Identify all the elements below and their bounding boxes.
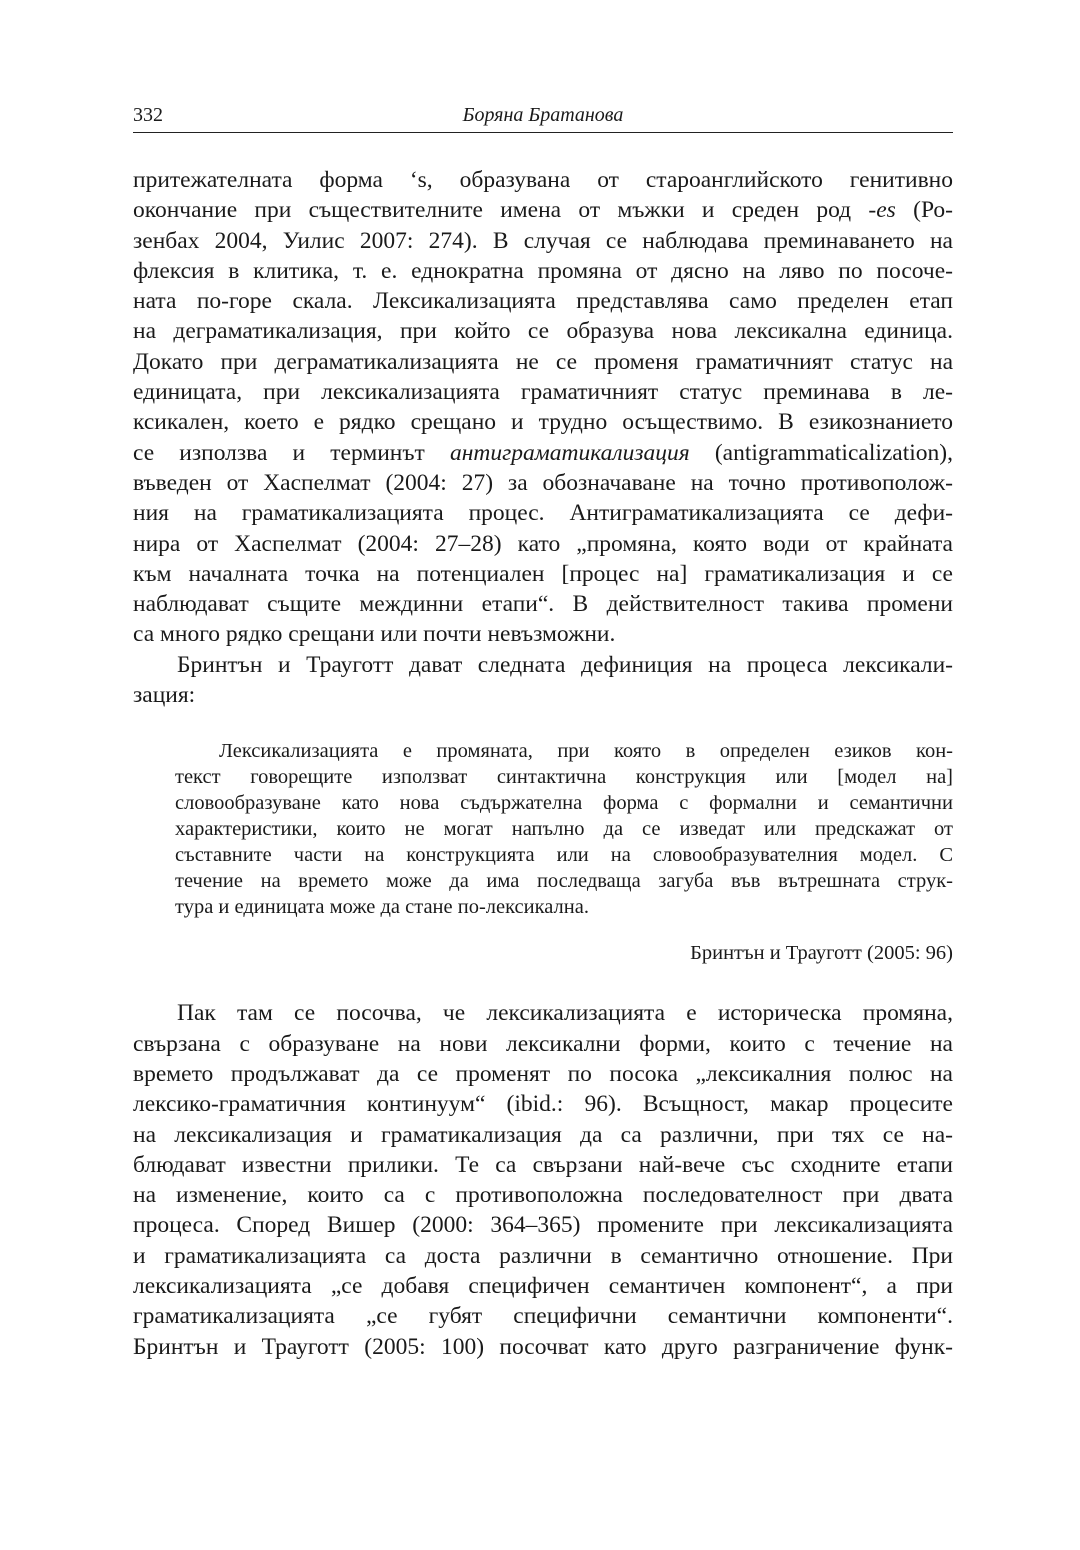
text-line: притежателната форма ‘s, образувана от староанглийското генитивно	[133, 167, 953, 193]
text-line: единицата, при лексикализацията граматичният статус преминава в ле-	[133, 379, 953, 406]
text-line: ната по-горе скала. Лексикализацията представлява само пределен етап	[133, 288, 953, 315]
quote-line: течение на времето може да има последваща загуба във вътрешната струк-	[175, 870, 953, 893]
italic-term: антиграматикализация	[449, 439, 690, 466]
running-header	[133, 102, 953, 133]
text-line: са много рядко срещани или почти невъзможни.	[133, 621, 616, 648]
text-line: зенбах 2004, Уилис 2007: 274). В случая се наблюдава преминаването на	[133, 227, 953, 254]
text-line: блюдават известни прилики. Те са свързани най-вече със сходните етапи	[133, 1151, 953, 1178]
text-line	[133, 438, 953, 468]
italic-term: -es	[868, 197, 896, 224]
text-line: нира от Хаспелмат (2004: 27–28) като „промяна, която води от крайната	[133, 530, 953, 557]
text-run: се използва и терминът	[133, 439, 425, 466]
paragraph-3	[133, 998, 953, 1362]
text-line: към началната точка на потенциален [процес на] граматикализация и се	[133, 560, 953, 587]
text-run: (Ро-	[913, 197, 953, 224]
spacer	[175, 920, 953, 940]
quote-line: тура и единицата може да стане по-лексикална.	[175, 896, 589, 919]
text-line: времето продължават да се променят по посока „лексикалния полюс на	[133, 1060, 953, 1087]
text-line: Бринтън и Трауготт (2005: 100) посочват като друго разграничение функ-	[133, 1333, 953, 1360]
spacer	[133, 966, 953, 998]
quote-line: характеристики, които не могат напълно да се изведат или предскажат от	[175, 818, 953, 841]
text-line: лексикализацията „се добавя специфичен семантичен компонент“, а при	[133, 1273, 953, 1300]
quote-line: словообразуване като нова съдържателна форма с формални и семантични	[175, 792, 953, 815]
text-line: флексия в клитика, т. е. еднократна промяна от дясно на ляво по посоче-	[133, 257, 953, 284]
text-line: на изменение, които са с противоположна последователност при двата	[133, 1182, 953, 1209]
quote-line: съставните части на конструкцията или на словообразувателния модел. С	[175, 844, 953, 867]
text-run: окончание при съществителните имена от мъжки и среден род	[133, 197, 852, 224]
text-line	[133, 195, 953, 225]
page-number: 332	[133, 104, 163, 126]
text-line: и граматикализацията са доста различни в семантично отношение. При	[133, 1242, 953, 1269]
text-line: ния на граматикализацията процес. Антиграматикализацията се дефи-	[133, 500, 953, 527]
quote-line: текст говорещите използват синтактична конструкция или [модел на]	[175, 766, 953, 789]
block-quote	[175, 738, 953, 966]
text-line: въведен от Хаспелмат (2004: 27) за обозначаване на точно противополож-	[133, 469, 953, 496]
text-line: Пак там се посочва, че лексикализацията е историческа промяна,	[177, 1000, 953, 1027]
paragraph-2	[133, 650, 953, 711]
paragraph-1	[133, 165, 953, 650]
quote-line: Лексикализацията е промяната, при която в определен езиков кон-	[219, 740, 953, 763]
spacer	[133, 710, 953, 738]
text-line: Бринтън и Трауготт дават следната дефиниция на процеса лексикали-	[177, 651, 953, 678]
text-line: на деграматикализация, при който се образува нова лексикална единица.	[133, 318, 953, 345]
text-line: граматикализацията „се губят специфични семантични компоненти“.	[133, 1303, 953, 1330]
quote-citation: Бринтън и Трауготт (2005: 96)	[690, 942, 953, 965]
text-line: лексико-граматичния континуум“ (ibid.: 96). Всъщност, макар процесите	[133, 1091, 953, 1118]
text-line: Докато при деграматикализацията не се променя граматичният статус на	[133, 348, 953, 375]
text-line: процеса. Според Вишер (2000: 364–365) промените при лексикализацията	[133, 1212, 953, 1239]
text-line: зация:	[133, 682, 196, 709]
text-line: наблюдават същите междинни етапи“. В действителност такива промени	[133, 591, 953, 618]
running-author: Боряна Братанова	[462, 104, 624, 126]
text-run: (antigrammaticalization),	[714, 439, 953, 466]
text-line: на лексикализация и граматикализация да са различни, при тях се на-	[133, 1121, 953, 1148]
body-text	[133, 165, 953, 1362]
text-line: ксикален, което е рядко срещано и трудно осъществимо. В езикознанието	[133, 409, 953, 436]
text-line: свързана с образуване на нови лексикални форми, които с течение на	[133, 1030, 953, 1057]
